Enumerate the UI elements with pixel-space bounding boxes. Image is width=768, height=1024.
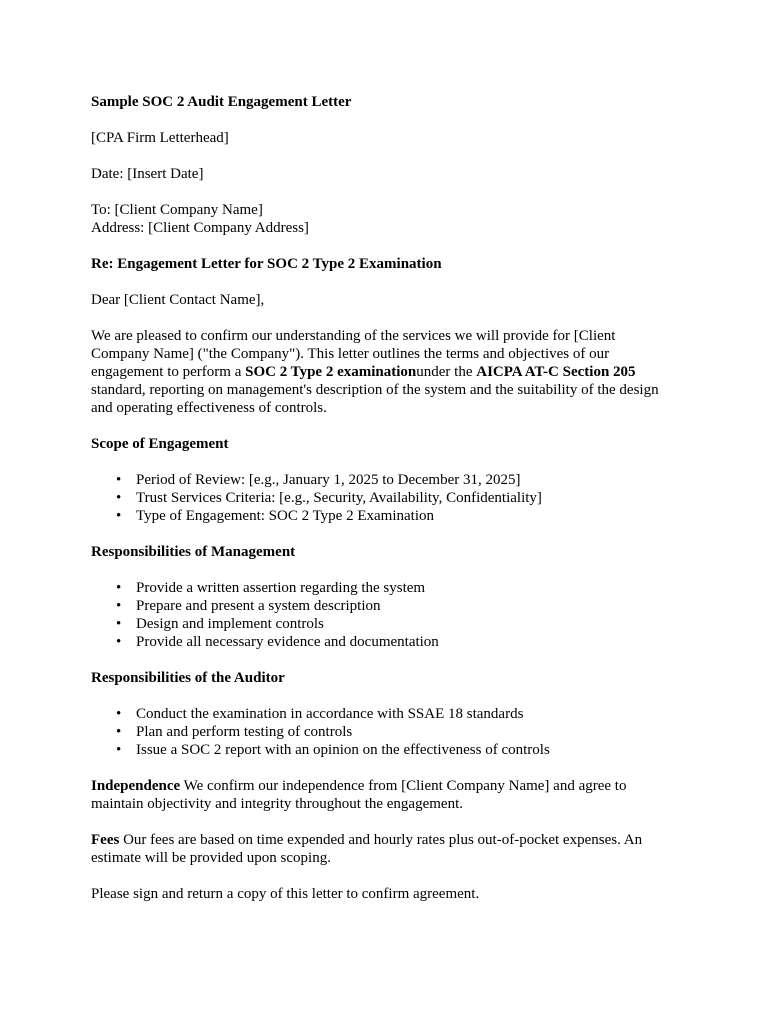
subject-line: Re: Engagement Letter for SOC 2 Type 2 Examination: [91, 256, 442, 272]
list-item: • Period of Review: [e.g., January 1, 2025 to December 31, 2025]: [136, 471, 661, 489]
list-item: • Provide all necessary evidence and documentation: [136, 633, 661, 651]
list-item: • Conduct the examination in accordance with SSAE 18 standards: [136, 705, 661, 723]
list-item: • Provide a written assertion regarding the system: [136, 579, 661, 597]
fees-paragraph: [91, 831, 661, 867]
auditor-heading: Responsibilities of the Auditor: [91, 670, 285, 686]
scope-list: [91, 471, 661, 525]
list-item: • Type of Engagement: SOC 2 Type 2 Examination: [136, 507, 661, 525]
list-item: • Plan and perform testing of controls: [136, 723, 661, 741]
salutation: Dear [Client Contact Name],: [91, 292, 265, 308]
document-page: [91, 93, 661, 921]
intro-text-1: We are pleased to confirm our understanding of the services we will provide for [Client Company Name] ("the Company"). This letter outlines the terms and objectives of our engagement to perform a: [91, 328, 616, 380]
independence-label: Independence: [91, 778, 181, 794]
document-title: Sample SOC 2 Audit Engagement Letter: [91, 94, 352, 110]
list-item: • Trust Services Criteria: [e.g., Security, Availability, Confidentiality]: [136, 489, 661, 507]
closing-line: Please sign and return a copy of this letter to confirm agreement.: [91, 886, 480, 902]
fees-text: Our fees are based on time expended and hourly rates plus out-of-pocket expenses. An estimate will be provided upon scoping.: [91, 832, 643, 866]
date-line: Date: [Insert Date]: [91, 166, 204, 182]
management-heading: Responsibilities of Management: [91, 544, 296, 560]
independence-text: We confirm our independence from [Client Company Name] and agree to maintain objectivity and integrity throughout the engagement.: [91, 778, 627, 812]
fees-label: Fees: [91, 832, 120, 848]
intro-text-3: standard, reporting on management's description of the system and the suitability of the design and operating effectiveness of controls.: [91, 382, 659, 416]
list-item: • Design and implement controls: [136, 615, 661, 633]
list-item: • Issue a SOC 2 report with an opinion on the effectiveness of controls: [136, 741, 661, 759]
recipient-block: [91, 201, 661, 237]
scope-heading: Scope of Engagement: [91, 436, 229, 452]
address-line: Address: [Client Company Address]: [91, 220, 309, 236]
intro-bold-soc2: SOC 2 Type 2 examination: [245, 364, 417, 380]
intro-text-2: under the: [416, 364, 477, 380]
list-item: • Prepare and present a system description: [136, 597, 661, 615]
intro-bold-aicpa: AICPA AT-C Section 205: [476, 364, 636, 380]
management-list: [91, 579, 661, 651]
to-line: To: [Client Company Name]: [91, 202, 263, 218]
intro-paragraph: [91, 327, 661, 417]
letterhead-placeholder: [CPA Firm Letterhead]: [91, 130, 229, 146]
independence-paragraph: [91, 777, 661, 813]
auditor-list: [91, 705, 661, 759]
